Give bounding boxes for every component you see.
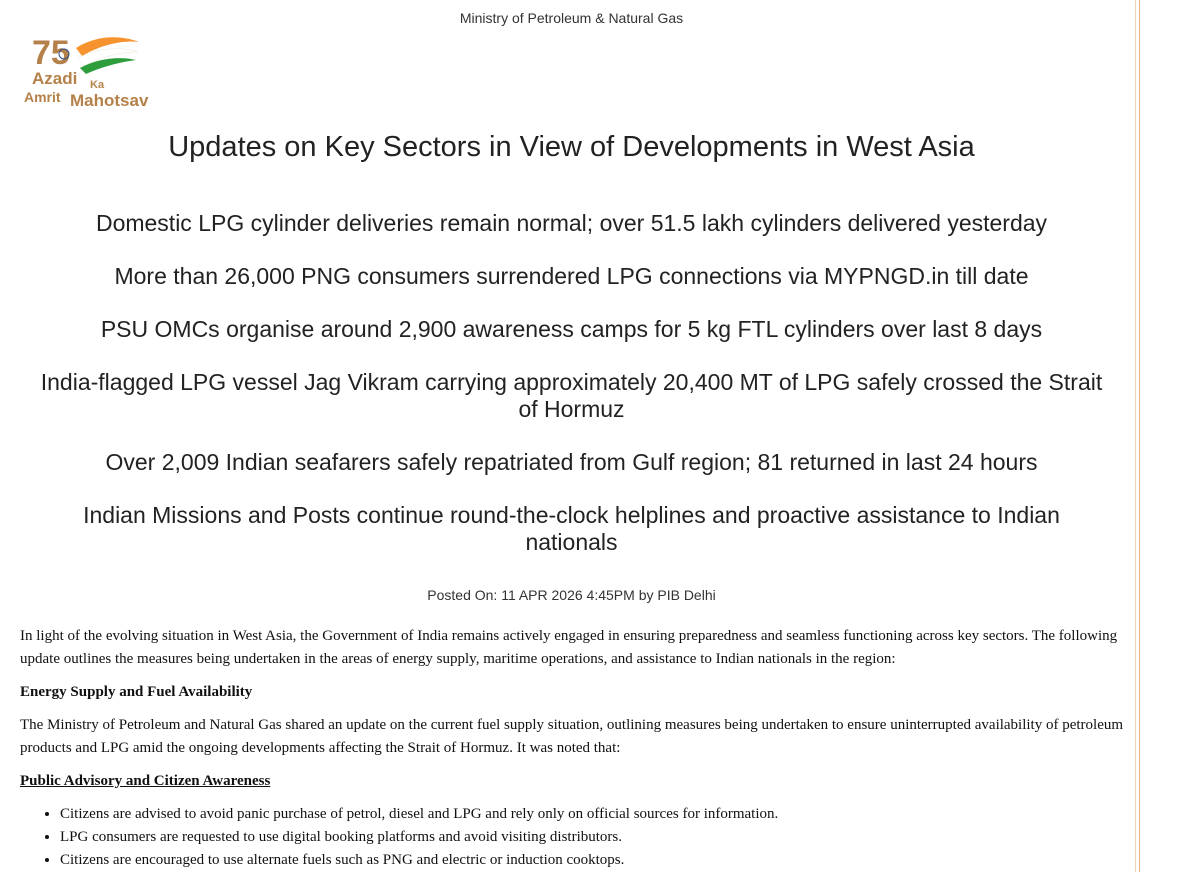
logo-number: 75 — [32, 34, 70, 72]
subheading: Domestic LPG cylinder deliveries remain normal; over 51.5 lakh cylinders delivered yesterday — [95, 210, 1048, 236]
advisory-list — [20, 803, 1130, 872]
list-item: • Citizens are encouraged to use alternate fuels such as PNG and electric or induction cooktops. — [60, 849, 1130, 872]
logo-ka: Ka — [90, 79, 105, 91]
article-body — [20, 625, 1130, 872]
subheading: PSU OMCs organise around 2,900 awareness camps for 5 kg FTL cylinders over last 8 days — [100, 316, 1043, 342]
logo-amrit: Amrit — [24, 89, 61, 105]
subheading: Over 2,009 Indian seafarers safely repatriated from Gulf region; 81 returned in last 24 hours — [105, 449, 1038, 475]
subheading: More than 26,000 PNG consumers surrendered LPG connections via MYPNGD.in till date — [114, 263, 1029, 289]
energy-paragraph: The Ministry of Petroleum and Natural Gas shared an update on the current fuel supply situation, outlining measures being undertaken to ensure uninterrupted availability of petroleum products and LPG amid the ongoing developments affecting the Strait of Hormuz. It was noted that: — [20, 717, 1124, 756]
page-title: Updates on Key Sectors in View of Developments in West Asia — [168, 131, 975, 163]
subheading: India-flagged LPG vessel Jag Vikram carrying approximately 20,400 MT of LPG safely crossed the Strait of Hormuz — [40, 369, 1103, 422]
logo-mahotsav: Mahotsav — [70, 91, 149, 110]
logo-azadi: Azadi — [32, 69, 78, 88]
subheading: Indian Missions and Posts continue round-the-clock helplines and proactive assistance to Indian nationals — [83, 502, 1060, 555]
section-heading-advisory: Public Advisory and Citizen Awareness — [20, 773, 271, 789]
intro-paragraph: In light of the evolving situation in West Asia, the Government of India remains actively engaged in ensuring preparedness and seamless functioning across key sectors. The following update outlines the measures being undertaken in the areas of energy supply, maritime operations, and assistance to Indian nationals in the region: — [20, 628, 1118, 667]
subheadings — [40, 210, 1103, 582]
section-heading-energy: Energy Supply and Fuel Availability — [20, 684, 253, 700]
ministry-name: Ministry of Petroleum & Natural Gas — [459, 10, 684, 26]
posted-on: Posted On: 11 APR 2026 4:45PM by PIB Delhi — [427, 587, 716, 603]
azadi-ka-amrit-mahotsav-logo — [24, 28, 174, 112]
list-item: • Citizens are advised to avoid panic purchase of petrol, diesel and LPG and rely only on official sources for information. — [60, 803, 1130, 826]
list-item: • LPG consumers are requested to use digital booking platforms and avoid visiting distributors. — [60, 826, 1130, 849]
